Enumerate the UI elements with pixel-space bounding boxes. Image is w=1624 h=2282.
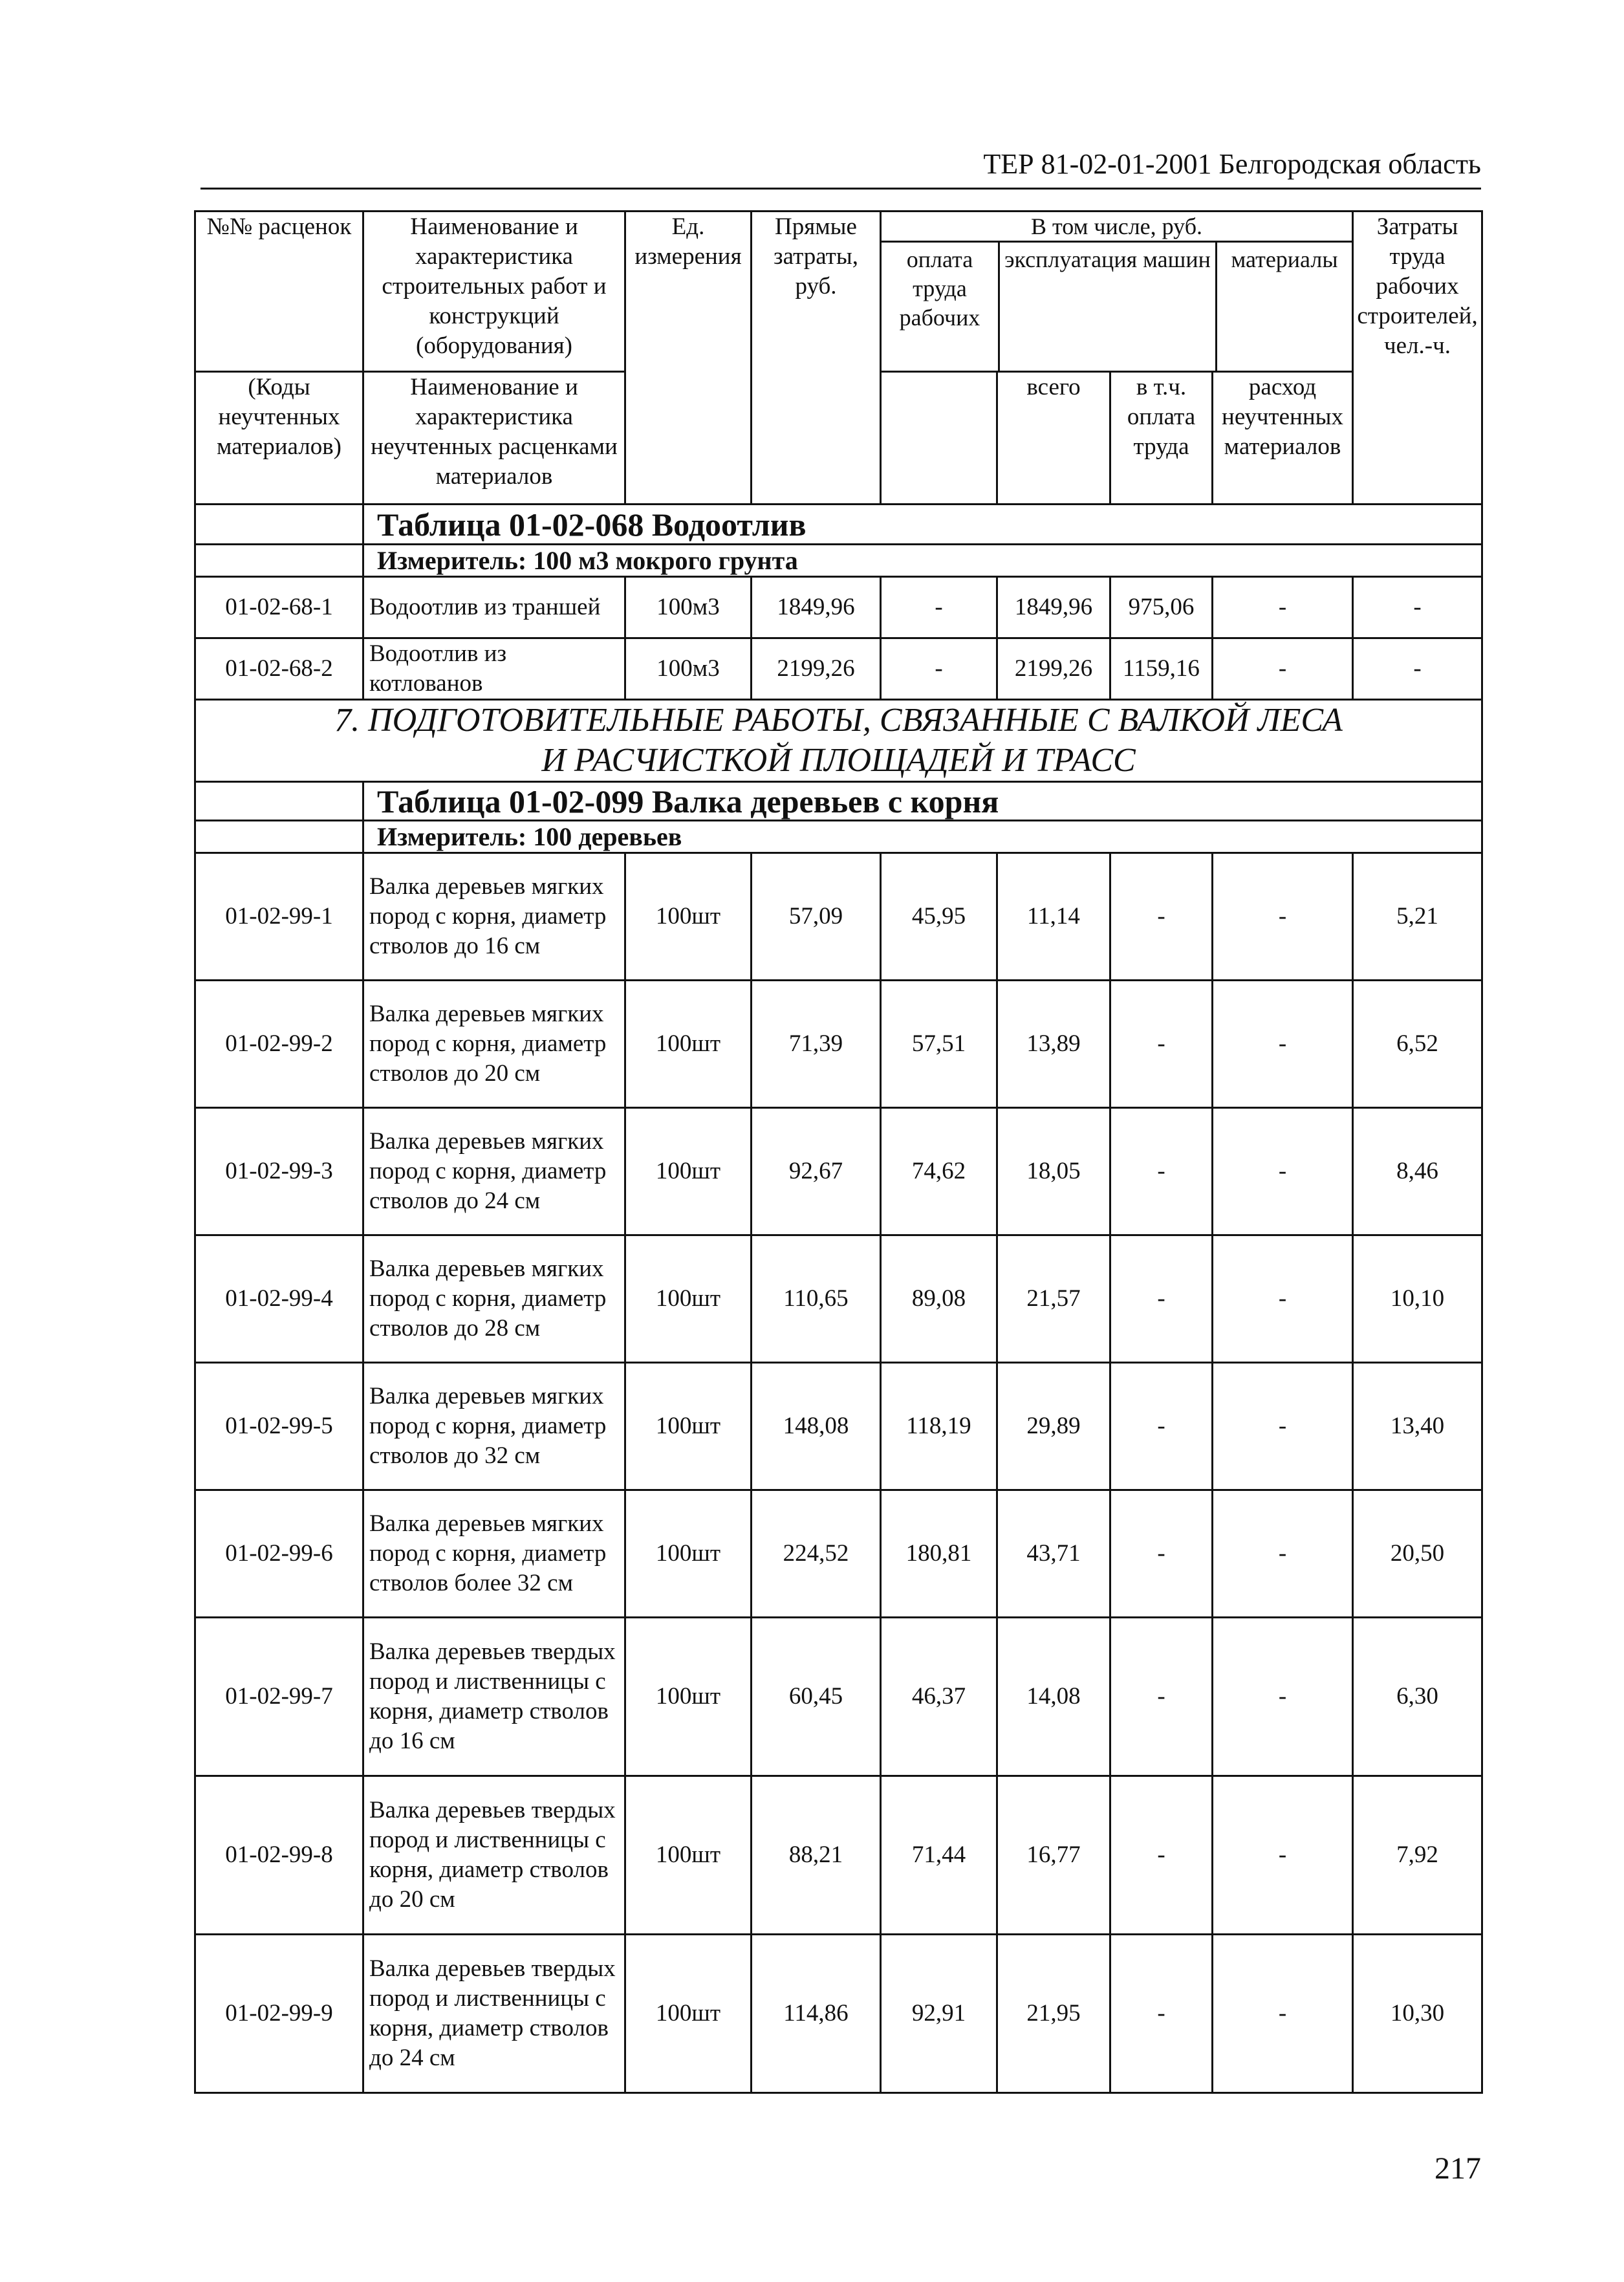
rate-hours: - (1353, 638, 1482, 700)
rate-code: 01-02-99-2 (195, 981, 363, 1108)
table-row (195, 1108, 1482, 1235)
rate-machines-labor: - (1110, 1363, 1213, 1490)
rate-materials: - (1213, 981, 1353, 1108)
col-hours-header: Затраты труда рабочих строителей, чел.-ч. (1353, 212, 1482, 505)
rate-materials: - (1213, 1776, 1353, 1935)
col-materials-header: материалы (1231, 246, 1338, 272)
rate-name: Валка деревьев твердых пород и лиственницы с корня, диаметр стволов до 24 см (363, 1935, 625, 2093)
rate-direct: 92,67 (752, 1108, 881, 1235)
rate-direct: 60,45 (752, 1618, 881, 1776)
rate-hours: 10,10 (1353, 1235, 1482, 1363)
col-incl-header: В том числе, руб. (882, 212, 1352, 243)
rate-materials: - (1213, 577, 1353, 638)
rate-direct: 1849,96 (752, 577, 881, 638)
rate-machines: 13,89 (997, 981, 1110, 1108)
table-row (195, 577, 1482, 638)
rate-machines-labor: - (1110, 1935, 1213, 2093)
rate-direct: 114,86 (752, 1935, 881, 2093)
col-machines-header: эксплуатация машин (1000, 243, 1217, 371)
rate-labor: 71,44 (881, 1776, 997, 1935)
header-row-1 (195, 212, 1482, 372)
rate-name: Водоотлив из траншей (363, 577, 625, 638)
col-code-header: №№ расценок (195, 212, 363, 372)
rate-machines: 2199,26 (997, 638, 1110, 700)
section-title (195, 700, 1482, 782)
rate-machines: 21,95 (997, 1935, 1110, 2093)
rate-machines-labor: - (1110, 1490, 1213, 1618)
col-unaccounted-header: расход неучтенных материалов (1213, 372, 1353, 505)
rate-labor: 57,51 (881, 981, 997, 1108)
rate-direct: 57,09 (752, 853, 881, 981)
rate-labor: 89,08 (881, 1235, 997, 1363)
rate-machines: 1849,96 (997, 577, 1110, 638)
table-row (195, 981, 1482, 1108)
rate-unit: 100шт (625, 1490, 752, 1618)
rate-hours: 8,46 (1353, 1108, 1482, 1235)
rate-unit: 100шт (625, 1235, 752, 1363)
rate-materials: - (1213, 853, 1353, 981)
table-row (195, 1490, 1482, 1618)
rate-code: 01-02-99-7 (195, 1618, 363, 1776)
rate-materials: - (1213, 1490, 1353, 1618)
table-row (195, 1363, 1482, 1490)
header-rule (200, 188, 1481, 190)
col-total-header: всего (997, 372, 1110, 505)
rate-labor: 92,91 (881, 1935, 997, 2093)
rate-name: Водоотлив из котлованов (363, 638, 625, 700)
rate-hours: 6,52 (1353, 981, 1482, 1108)
rate-materials: - (1213, 1235, 1353, 1363)
rate-code: 01-02-99-6 (195, 1490, 363, 1618)
rate-hours: 10,30 (1353, 1935, 1482, 2093)
rate-unit: 100шт (625, 1363, 752, 1490)
rate-name: Валка деревьев мягких пород с корня, диаметр стволов до 28 см (363, 1235, 625, 1363)
rate-unit: 100шт (625, 1935, 752, 2093)
rate-machines-labor: - (1110, 1618, 1213, 1776)
table068-title-row (195, 505, 1482, 545)
col-direct-header: Прямые затраты, руб. (752, 212, 881, 505)
rate-code: 01-02-99-9 (195, 1935, 363, 2093)
table099-title: Таблица 01-02-099 Валка деревьев с корня (363, 782, 1482, 821)
rate-hours: 5,21 (1353, 853, 1482, 981)
rate-machines: 11,14 (997, 853, 1110, 981)
rate-machines-labor: 1159,16 (1110, 638, 1213, 700)
section-title-line1: 7. ПОДГОТОВИТЕЛЬНЫЕ РАБОТЫ, СВЯЗАННЫЕ С ВАЛКОЙ ЛЕСА (334, 702, 1343, 739)
rate-code: 01-02-99-8 (195, 1776, 363, 1935)
rate-name: Валка деревьев мягких пород с корня, диаметр стволов до 32 см (363, 1363, 625, 1490)
rate-code: 01-02-68-2 (195, 638, 363, 700)
running-header: ТЕР 81-02-01-2001 Белгородская область (983, 148, 1481, 180)
rate-machines-labor: - (1110, 1235, 1213, 1363)
rate-name: Валка деревьев твердых пород и лиственницы с корня, диаметр стволов до 20 см (363, 1776, 625, 1935)
rate-name: Валка деревьев мягких пород с корня, диаметр стволов до 24 см (363, 1108, 625, 1235)
table068-meter-row (195, 545, 1482, 577)
col-name-header: Наименование и характеристика строительных работ и конструкций (оборудования) (363, 212, 625, 372)
col-code-subheader: (Коды неучтенных материалов) (195, 372, 363, 505)
rate-direct: 148,08 (752, 1363, 881, 1490)
rate-labor: 180,81 (881, 1490, 997, 1618)
rate-direct: 71,39 (752, 981, 881, 1108)
table099-meter-row (195, 821, 1482, 853)
rate-materials: - (1213, 638, 1353, 700)
rate-name: Валка деревьев мягких пород с корня, диаметр стволов более 32 см (363, 1490, 625, 1618)
rate-machines-labor: - (1110, 853, 1213, 981)
rate-code: 01-02-99-5 (195, 1363, 363, 1490)
rate-machines-labor: - (1110, 981, 1213, 1108)
rate-code: 01-02-68-1 (195, 577, 363, 638)
rate-hours: 6,30 (1353, 1618, 1482, 1776)
rate-machines: 29,89 (997, 1363, 1110, 1490)
rate-labor: - (881, 577, 997, 638)
rate-name: Валка деревьев твердых пород и лиственницы с корня, диаметр стволов до 16 см (363, 1618, 625, 1776)
rate-direct: 88,21 (752, 1776, 881, 1935)
rate-machines: 21,57 (997, 1235, 1110, 1363)
rate-unit: 100шт (625, 981, 752, 1108)
rate-unit: 100шт (625, 1618, 752, 1776)
section-title-line2: И РАСЧИСТКОЙ ПЛОЩАДЕЙ И ТРАСС (541, 742, 1136, 779)
rate-labor: 74,62 (881, 1108, 997, 1235)
rate-unit: 100шт (625, 1108, 752, 1235)
rate-labor: 45,95 (881, 853, 997, 981)
section7-row (195, 700, 1482, 782)
table-row (195, 1235, 1482, 1363)
rate-code: 01-02-99-4 (195, 1235, 363, 1363)
table-row (195, 1935, 1482, 2093)
rate-machines: 18,05 (997, 1108, 1110, 1235)
rate-labor: - (881, 638, 997, 700)
rate-materials: - (1213, 1108, 1353, 1235)
rate-unit: 100м3 (625, 638, 752, 700)
table068-title: Таблица 01-02-068 Водоотлив (363, 505, 1482, 545)
rate-name: Валка деревьев мягких пород с корня, диаметр стволов до 16 см (363, 853, 625, 981)
table-row (195, 1776, 1482, 1935)
rate-machines: 43,71 (997, 1490, 1110, 1618)
rate-machines-labor: 975,06 (1110, 577, 1213, 638)
col-labor-header: оплата труда рабочих (882, 243, 1000, 371)
rate-hours: 7,92 (1353, 1776, 1482, 1935)
rate-labor: 46,37 (881, 1618, 997, 1776)
page-number: 217 (1435, 2151, 1481, 2186)
rate-materials: - (1213, 1618, 1353, 1776)
rate-materials: - (1213, 1935, 1353, 2093)
table099-title-row (195, 782, 1482, 821)
rate-unit: 100м3 (625, 577, 752, 638)
rate-hours: 13,40 (1353, 1363, 1482, 1490)
rate-code: 01-02-99-1 (195, 853, 363, 981)
table099-meter: Измеритель: 100 деревьев (363, 821, 1482, 853)
rate-direct: 110,65 (752, 1235, 881, 1363)
col-labor-blank (881, 372, 997, 505)
rate-labor: 118,19 (881, 1363, 997, 1490)
col-unit-header: Ед. измерения (625, 212, 752, 505)
col-name-subheader: Наименование и характеристика неучтенных расценками материалов (363, 372, 625, 505)
rate-machines-labor: - (1110, 1108, 1213, 1235)
rate-materials: - (1213, 1363, 1353, 1490)
table-row (195, 1618, 1482, 1776)
rate-machines-labor: - (1110, 1776, 1213, 1935)
rate-code: 01-02-99-3 (195, 1108, 363, 1235)
rate-unit: 100шт (625, 1776, 752, 1935)
rate-direct: 224,52 (752, 1490, 881, 1618)
rates-table (194, 210, 1483, 2094)
table068-meter: Измеритель: 100 м3 мокрого грунта (363, 545, 1482, 577)
incl-group (881, 212, 1353, 372)
col-incl-labor-header: в т.ч. оплата труда (1110, 372, 1213, 505)
table-row (195, 853, 1482, 981)
rate-unit: 100шт (625, 853, 752, 981)
rate-hours: - (1353, 577, 1482, 638)
rate-hours: 20,50 (1353, 1490, 1482, 1618)
rate-machines: 16,77 (997, 1776, 1110, 1935)
rate-machines: 14,08 (997, 1618, 1110, 1776)
rate-name: Валка деревьев мягких пород с корня, диаметр стволов до 20 см (363, 981, 625, 1108)
rate-direct: 2199,26 (752, 638, 881, 700)
table-row (195, 638, 1482, 700)
